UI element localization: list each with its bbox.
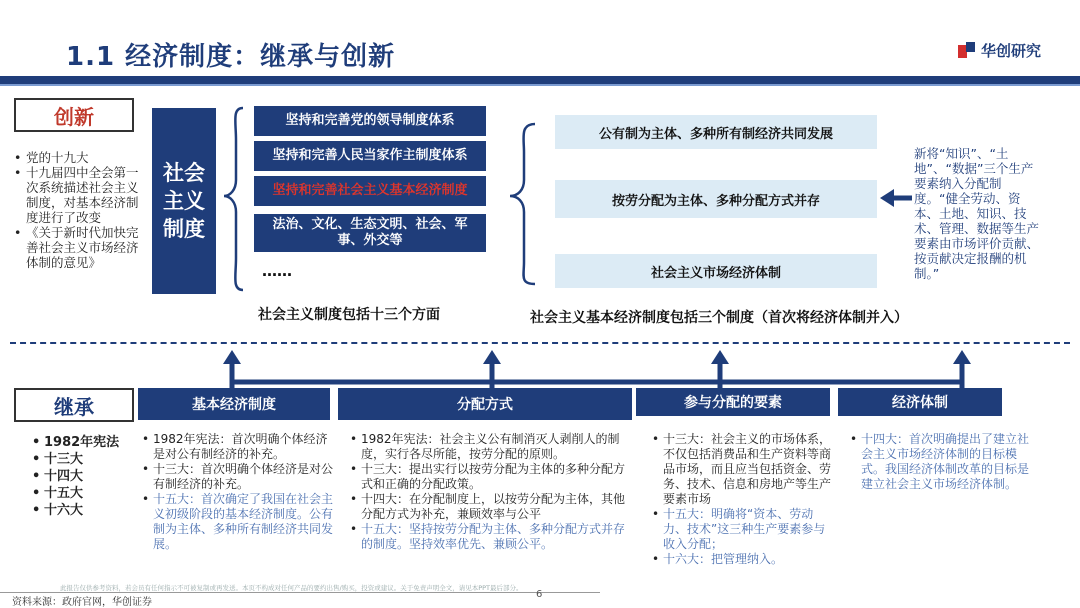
system-item: 坚持和完善人民当家作主制度体系 (254, 141, 486, 171)
page-number: 6 (536, 589, 543, 600)
systems-caption: 社会主义制度包括十三个方面 (258, 307, 440, 323)
list-item: • 十六大：把管理纳入。 (652, 552, 832, 567)
list-item: • 1982年宪法：首次明确个体经济是对公有制经济的补充。 (142, 432, 334, 462)
inheritance-bullets (32, 434, 132, 519)
inherit-arrowhead-1 (223, 350, 241, 364)
list-item: • 十四大 (32, 468, 132, 485)
category-distribution-method: 分配方式 (338, 388, 632, 420)
column-basic-economic-system (142, 432, 334, 552)
innovation-label: 创新 (14, 98, 134, 132)
page-title: 1.1 经济制度：继承与创新 (66, 42, 396, 72)
list-item: • 十三大：首次明确个体经济是对公有制经济的补充。 (142, 462, 334, 492)
list-item: • 1982年宪法：社会主义公有制消灭人剥削人的制度，实行各尽所能，按劳分配的原则。 (350, 432, 636, 462)
systems-ellipsis: …… (262, 262, 292, 280)
inherit-arrowhead-2 (483, 350, 501, 364)
inherit-arrowhead-4 (953, 350, 971, 364)
list-item: • 1982年宪法 (32, 434, 132, 451)
economic-caption: 社会主义基本经济制度包括三个制度（首次将经济体制并入） (530, 310, 908, 326)
category-basic-economic-system: 基本经济制度 (138, 388, 330, 420)
category-distribution-factors: 参与分配的要素 (636, 388, 830, 416)
category-economic-regime: 经济体制 (838, 388, 1002, 416)
column-economic-regime (850, 432, 1032, 492)
list-item: • 十四大：首次明确提出了建立社会主义市场经济体制的目标模式。我国经济体制改革的目标是建立社会主义市场经济体制。 (850, 432, 1032, 492)
system-item: 法治、文化、生态文明、社会、军事、外交等 (254, 214, 486, 252)
column-distribution-method (350, 432, 636, 552)
section-divider (10, 342, 1070, 344)
systems-brace (224, 108, 243, 290)
economic-brace (510, 124, 535, 284)
note-arrow-head (880, 189, 894, 207)
factors-note: 新将“知识”、“土地”、“数据”三个生产要素纳入分配制度。“健全劳动、资本、土地、知识、技术、管理、数据等生产要素由市场评价贡献、按贡献决定报酬的机制。” (914, 146, 1040, 281)
list-item: • 十五大：明确将“资本、劳动力、技术”这三种生产要素参与收入分配； (652, 507, 832, 552)
list-item: • 十三大：社会主义的市场体系，不仅包括消费品和生产资料等商品市场，而且应当包括资金、劳务、技术、信息和房地产等生产要素市场 (652, 432, 832, 507)
inherit-arrowhead-3 (711, 350, 729, 364)
column-distribution-factors (652, 432, 832, 567)
disclaimer-text: 此报告仅供参考资料，若会员有任何指示不可被复制或再发送。本页不构成对任何产品的要约出售/购买，投资或建议。关于免责声明全文，请见本PPT最后部分。 (60, 584, 523, 592)
source-note: 资料来源：政府官网，华创证券 (12, 597, 152, 608)
list-item: • 党的十九大 (14, 150, 140, 165)
brand-logo-text: 华创研究 (981, 41, 1042, 60)
list-item: • 十六大 (32, 502, 132, 519)
inheritance-label: 继承 (14, 388, 134, 422)
system-item-economic: 坚持和完善社会主义基本经济制度 (254, 176, 486, 206)
list-item: • 十四大：在分配制度上，以按劳分配为主体，其他分配方式为补充，兼顾效率与公平 (350, 492, 636, 522)
list-item: • 十五大 (32, 485, 132, 502)
list-item: • 十九届四中全会第一次系统描述社会主义制度，对基本经济制度进行了改变 (14, 165, 140, 225)
socialist-system-block: 社会主义制度 (152, 108, 216, 294)
list-item: • 《关于新时代加快完善社会主义市场经济体制的意见》 (14, 225, 140, 270)
list-item: • 十五大：坚持按劳分配为主体、多种分配方式并存的制度。坚持效率优先、兼顾公平。 (350, 522, 636, 552)
list-item: • 十三大：提出实行以按劳分配为主体的多种分配方式和正确的分配政策。 (350, 462, 636, 492)
list-item: • 十五大：首次确定了我国在社会主义初级阶段的基本经济制度。公有制为主体、多种所有制经济共同发展。 (142, 492, 334, 552)
economic-system-item: 社会主义市场经济体制 (555, 254, 877, 288)
list-item: • 十三大 (32, 451, 132, 468)
economic-system-item: 公有制为主体、多种所有制经济共同发展 (555, 115, 877, 149)
system-item: 坚持和完善党的领导制度体系 (254, 106, 486, 136)
economic-system-item: 按劳分配为主体、多种分配方式并存 (555, 180, 877, 218)
innovation-bullets (14, 150, 140, 270)
